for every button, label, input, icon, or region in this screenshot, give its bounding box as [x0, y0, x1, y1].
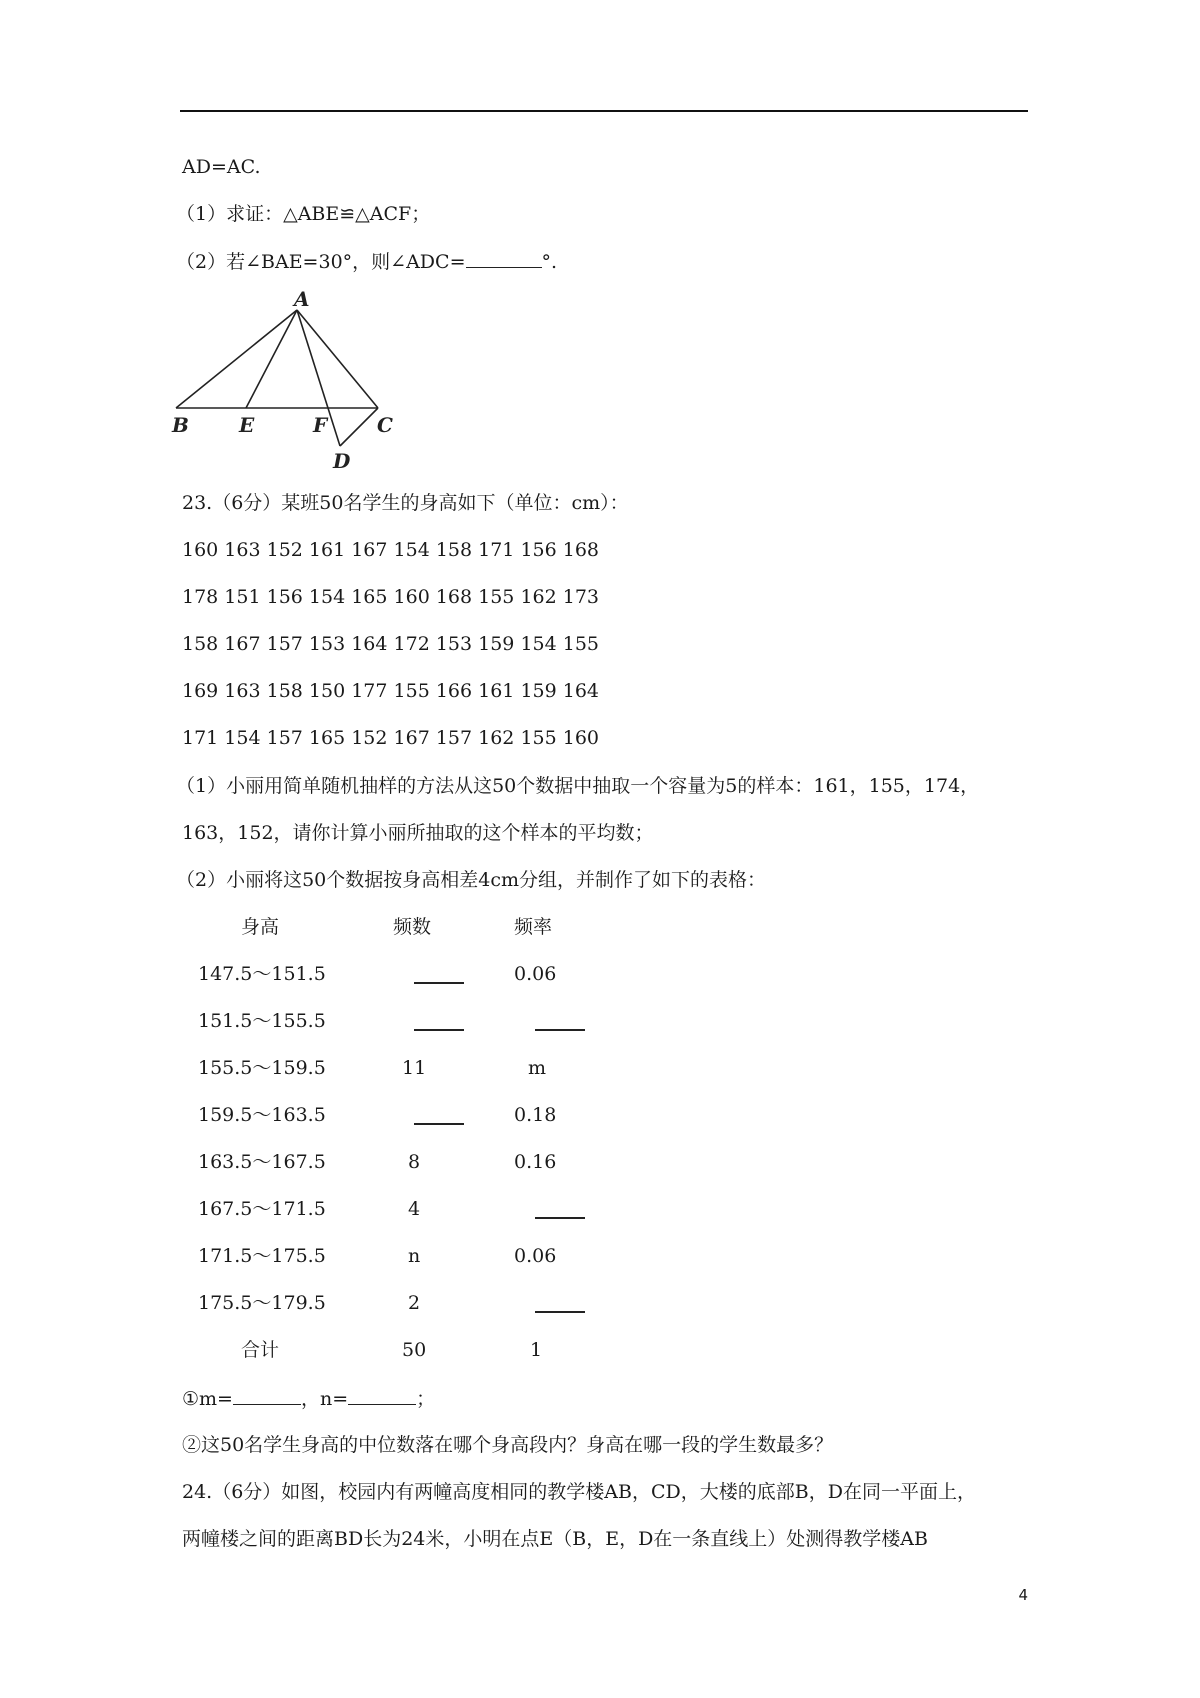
label-e: E [239, 413, 255, 437]
answer-blank-adc [466, 249, 542, 268]
q22-part2 [176, 249, 557, 274]
q22-line0: AD=AC. [182, 156, 261, 178]
table-row-range: 175.5～179.5 [198, 1292, 326, 1314]
table-header-freq: 频率 [514, 916, 553, 938]
table-count-blank [414, 1029, 464, 1031]
table-freq-blank [535, 1311, 585, 1313]
table-header-height: 身高 [241, 916, 280, 938]
table-row-range: 147.5～151.5 [198, 963, 326, 985]
sub1-n-label: ，n= [300, 1388, 349, 1410]
q23-part1-line1: （1）小丽用简单随机抽样的方法从这50个数据中抽取一个容量为5的样本：161，155，174， [176, 775, 980, 797]
q22-part2-prefix: （2）若∠BAE=30°，则∠ADC= [176, 251, 466, 273]
table-row-range: 159.5～163.5 [198, 1104, 326, 1126]
q23-data-row: 171 154 157 165 152 167 157 162 155 160 [182, 727, 600, 749]
table-freq-blank [535, 1029, 585, 1031]
label-f: F [313, 413, 328, 437]
table-freq-blank [535, 1217, 585, 1219]
table-row-range: 155.5～159.5 [198, 1057, 326, 1079]
q23-sub2: ②这50名学生身高的中位数落在哪个身高段内？身高在哪一段的学生数最多？ [182, 1434, 834, 1456]
table-count-blank [414, 1123, 464, 1125]
q23-header: 23.（6分）某班50名学生的身高如下（单位：cm）： [182, 492, 629, 514]
header-rule [180, 110, 1028, 112]
table-row-range: 163.5～167.5 [198, 1151, 326, 1173]
table-total-count: 50 [402, 1339, 427, 1361]
table-row-count: 8 [408, 1151, 421, 1173]
label-a: A [294, 287, 310, 311]
table-row-freq: 0.06 [514, 1245, 557, 1267]
table-row-freq: m [528, 1057, 547, 1079]
q24-line2: 两幢楼之间的距离BD长为24米，小明在点E（B，E，D在一条直线上）处测得教学楼AB [182, 1528, 928, 1550]
table-row-range: 171.5～175.5 [198, 1245, 326, 1267]
table-row-range: 167.5～171.5 [198, 1198, 326, 1220]
answer-blank-m [233, 1386, 301, 1405]
sub1-m-label: ①m= [182, 1388, 233, 1410]
table-row-freq: 0.18 [514, 1104, 557, 1126]
label-c: C [377, 413, 393, 437]
table-header-count: 频数 [393, 916, 432, 938]
table-row-freq: 0.16 [514, 1151, 557, 1173]
sub1-end: ； [416, 1388, 436, 1410]
table-row-range: 151.5～155.5 [198, 1010, 326, 1032]
q23-part1-line2: 163，152，请你计算小丽所抽取的这个样本的平均数； [182, 822, 654, 844]
q22-part1: （1）求证：△ABE≌△ACF； [176, 203, 431, 225]
answer-blank-n [348, 1386, 416, 1405]
q23-data-row: 178 151 156 154 165 160 168 155 162 173 [182, 586, 600, 608]
label-b: B [172, 413, 189, 437]
q24-line1: 24.（6分）如图，校园内有两幢高度相同的教学楼AB，CD，大楼的底部B，D在同一平面上， [182, 1481, 976, 1503]
table-row-count: 4 [408, 1198, 421, 1220]
table-row-count: 11 [402, 1057, 427, 1079]
q23-data-row: 158 167 157 153 164 172 153 159 154 155 [182, 633, 600, 655]
table-total-freq: 1 [530, 1339, 543, 1361]
label-d: D [333, 449, 351, 473]
q23-data-row: 160 163 152 161 167 154 158 171 156 168 [182, 539, 600, 561]
table-row-freq: 0.06 [514, 963, 557, 985]
q23-sub1 [182, 1386, 435, 1411]
table-row-count: n [408, 1245, 421, 1267]
triangle-figure [172, 287, 436, 473]
table-total-label: 合计 [241, 1339, 280, 1361]
q22-part2-suffix: °. [541, 251, 558, 273]
q23-part2: （2）小丽将这50个数据按身高相差4cm分组，并制作了如下的表格： [176, 869, 767, 891]
page-number: 4 [1018, 1586, 1028, 1604]
q23-data-row: 169 163 158 150 177 155 166 161 159 164 [182, 680, 600, 702]
table-count-blank [414, 982, 464, 984]
table-row-count: 2 [408, 1292, 421, 1314]
